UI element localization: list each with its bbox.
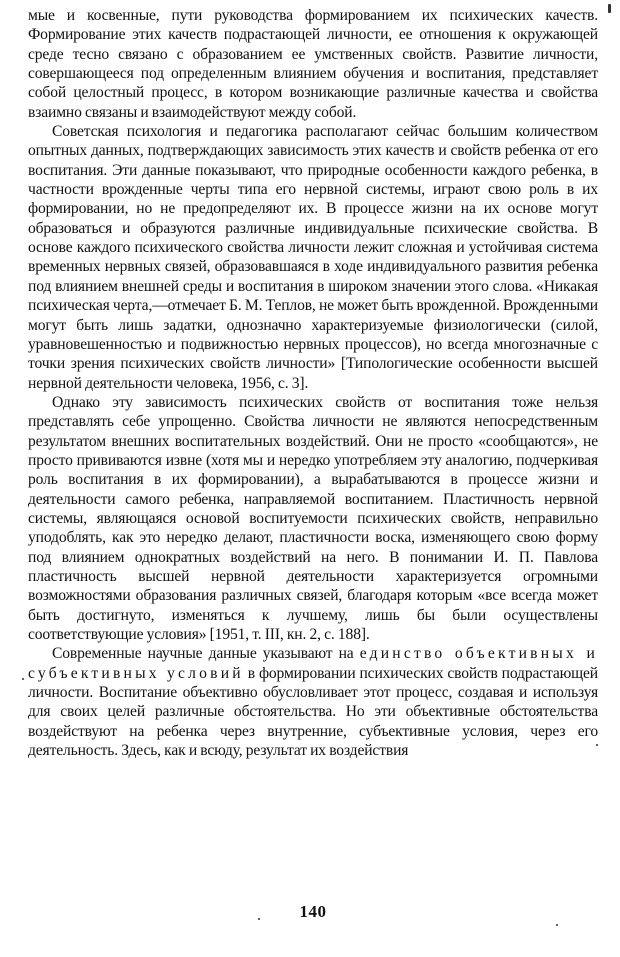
scan-speck <box>608 4 611 13</box>
scan-speck <box>22 678 24 680</box>
paragraph-4-lead: Современные научные данные указывают на <box>52 645 360 663</box>
scan-speck <box>596 744 598 746</box>
paragraph-1: мые и косвенные, пути руководства формированием их психических качеств. Формирование этих качеств подрастающей личности, ее отношения к окружающей среде тесно связано с образованием ее умственных свойств. Развитие личности, совершающееся под определенным влиянием обучения и воспитания, представляет собой целостный процесс, в котором возникающие различные качества и свойства взаимно связаны и взаимодействуют между собой. <box>28 7 598 121</box>
scan-speck <box>556 924 558 926</box>
paragraph-4-emphasis: единство объективных и субъективных условий <box>28 645 598 682</box>
paragraph-4-rest: в формировании психических свойств подрастающей личности. Воспитание объективно обусловливает этот процесс, создавая и используя для своих целей различные обстоятельства. Но эти объективные обстоятельства воздействуют на ребенка через внутренние, субъективные условия, через его деятельность. Здесь, как и всюду, результат их воздействия <box>28 664 598 760</box>
page-number: 140 <box>299 902 327 921</box>
book-page <box>28 6 598 921</box>
scan-speck <box>258 918 260 920</box>
paragraph-3: Однако эту зависимость психических свойств от воспитания тоже нельзя представлять себе упрощенно. Свойства личности не являются непосредственным результатом внешних воспитательных воздействий. Они не просто «сообщаются», не просто прививаются извне (хотя мы и нередко употребляем эту аналогию, подчеркивая роль воспитания в их формировании), а вырабатываются в процессе жизни и деятельности самого ребенка, направляемой воспитанием. Пластичность нервной системы, являющаяся основой воспитуемости психических свойств, неправильно уподоблять, как это нередко делают, пластичности воска, изменяющего свою форму под влиянием однократных воздействий на него. В понимании И. П. Павлова пластичность высшей нервной деятельности характеризуется огромными возможностями образования различных связей, благодаря которым «все всегда может быть достигнуто, изменяться к лучшему, лишь бы были осуществлены соответствующие условия» [1951, т. III, кн. 2, с. 188]. <box>28 393 598 643</box>
paragraph-4 <box>28 644 598 760</box>
paragraph-2: Советская психология и педагогика располагают сейчас большим количеством опытных данных, подтверждающих зависимость этих качеств и свойств ребенка от его воспитания. Эти данные показывают, что природные особенности каждого ребенка, в частности врожденные черты типа его нервной системы, играют свою роль в их формировании, но не предопределяют их. В процессе жизни на их основе могут образоваться и образуются различные индивидуальные психические свойства. В основе каждого психического свойства личности лежит сложная и устойчивая система временных нервных связей, образовавшаяся в ходе индивидуального развития ребенка под влиянием внешней среды и воспитания в широком значении этого слова. «Никакая психическая черта,—отмечает Б. М. Теплов, не может быть врожденной. Врожденными могут быть лишь задатки, однозначно характеризуемые физиологически (силой, уравновешенностью и подвижностью нервных процессов), но всегда многозначные с точки зрения психических свойств личности» [Типологические особенности высшей нервной деятельности человека, 1956, с. 3]. <box>28 123 598 392</box>
